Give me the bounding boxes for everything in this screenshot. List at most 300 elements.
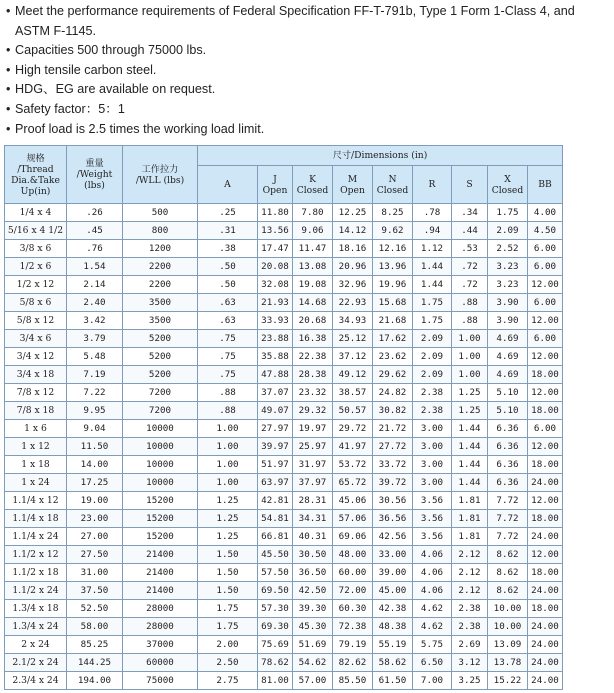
value-cell: .72 (452, 258, 488, 276)
feature-bullet: • Proof load is 2.5 times the working load limit. (6, 120, 610, 140)
value-cell: 3.90 (488, 312, 528, 330)
size-cell: 5/8 x 12 (5, 312, 67, 330)
value-cell: 9.06 (293, 222, 333, 240)
value-cell: 13.96 (373, 258, 413, 276)
value-cell: 58.00 (67, 618, 123, 636)
value-cell: 1200 (123, 240, 198, 258)
value-cell: 1.44 (452, 474, 488, 492)
value-cell: 3.25 (452, 672, 488, 690)
value-cell: 5200 (123, 366, 198, 384)
value-cell: 2.09 (413, 348, 452, 366)
dimensions-header: 尺寸/Dimensions (in) (198, 146, 563, 166)
value-cell: 18.00 (528, 600, 563, 618)
value-cell: 2.38 (413, 402, 452, 420)
value-cell: 36.56 (373, 510, 413, 528)
value-cell: 1.00 (198, 420, 258, 438)
value-cell: 23.88 (258, 330, 293, 348)
value-cell: 1.75 (198, 600, 258, 618)
size-cell: 1/2 x 12 (5, 276, 67, 294)
value-cell: 22.38 (293, 348, 333, 366)
value-cell: .88 (452, 294, 488, 312)
value-cell: 10000 (123, 474, 198, 492)
value-cell: 12.25 (333, 204, 373, 222)
value-cell: .34 (452, 204, 488, 222)
value-cell: .50 (198, 258, 258, 276)
value-cell: 24.00 (528, 618, 563, 636)
value-cell: 12.00 (528, 384, 563, 402)
value-cell: 4.06 (413, 546, 452, 564)
value-cell: 29.62 (373, 366, 413, 384)
size-cell: 1 x 18 (5, 456, 67, 474)
value-cell: 194.00 (67, 672, 123, 690)
value-cell: 13.56 (258, 222, 293, 240)
value-cell: 33.93 (258, 312, 293, 330)
value-cell: 30.50 (293, 546, 333, 564)
value-cell: 61.50 (373, 672, 413, 690)
value-cell: 52.50 (67, 600, 123, 618)
value-cell: 4.00 (528, 204, 563, 222)
value-cell: 2.09 (413, 366, 452, 384)
table-row (5, 294, 563, 312)
value-cell: 4.50 (528, 222, 563, 240)
value-cell: 81.00 (258, 672, 293, 690)
value-cell: 1.81 (452, 528, 488, 546)
table-row (5, 366, 563, 384)
value-cell: 34.31 (293, 510, 333, 528)
value-cell: 22.93 (333, 294, 373, 312)
size-cell: 1 x 12 (5, 438, 67, 456)
value-cell: 7.80 (293, 204, 333, 222)
value-cell: 51.69 (293, 636, 333, 654)
value-cell: .50 (198, 276, 258, 294)
value-cell: 39.72 (373, 474, 413, 492)
value-cell: 7.72 (488, 492, 528, 510)
value-cell: 2.00 (198, 636, 258, 654)
value-cell: 79.19 (333, 636, 373, 654)
value-cell: 21400 (123, 564, 198, 582)
size-cell: 7/8 x 12 (5, 384, 67, 402)
value-cell: 1.75 (488, 204, 528, 222)
value-cell: 12.00 (528, 438, 563, 456)
value-cell: 31.97 (293, 456, 333, 474)
col-header-dim (528, 166, 563, 204)
header-text: /WLL (lbs) (135, 174, 185, 186)
value-cell: 21.93 (258, 294, 293, 312)
size-cell: 3/8 x 6 (5, 240, 67, 258)
value-cell: 4.69 (488, 330, 528, 348)
value-cell: 25.97 (293, 438, 333, 456)
value-cell: 82.62 (333, 654, 373, 672)
header-text: Closed (491, 184, 524, 196)
value-cell: 42.81 (258, 492, 293, 510)
value-cell: 6.00 (528, 420, 563, 438)
value-cell: 24.00 (528, 654, 563, 672)
value-cell: 3.00 (413, 420, 452, 438)
table-row (5, 330, 563, 348)
value-cell: 2.40 (67, 294, 123, 312)
value-cell: 33.00 (373, 546, 413, 564)
value-cell: 39.00 (373, 564, 413, 582)
value-cell: 6.00 (528, 240, 563, 258)
value-cell: 10.00 (488, 618, 528, 636)
value-cell: 7200 (123, 402, 198, 420)
size-cell: 3/4 x 18 (5, 366, 67, 384)
value-cell: 60000 (123, 654, 198, 672)
value-cell: 2.75 (198, 672, 258, 690)
value-cell: 15.68 (373, 294, 413, 312)
value-cell: 1.75 (198, 618, 258, 636)
value-cell: 37.97 (293, 474, 333, 492)
value-cell: 37.07 (258, 384, 293, 402)
value-cell: 14.00 (67, 456, 123, 474)
header-text: X (504, 173, 511, 185)
value-cell: 1.44 (452, 438, 488, 456)
size-cell: 1.1/4 x 18 (5, 510, 67, 528)
size-cell: 1/2 x 6 (5, 258, 67, 276)
value-cell: 16.38 (293, 330, 333, 348)
value-cell: 37000 (123, 636, 198, 654)
value-cell: 2.52 (488, 240, 528, 258)
table-row (5, 528, 563, 546)
value-cell: 7.72 (488, 528, 528, 546)
value-cell: 2.09 (413, 330, 452, 348)
value-cell: 1.44 (413, 276, 452, 294)
value-cell: 21.72 (373, 420, 413, 438)
table-row (5, 438, 563, 456)
value-cell: 9.62 (373, 222, 413, 240)
value-cell: 12.00 (528, 492, 563, 510)
value-cell: 48.00 (333, 546, 373, 564)
value-cell: 1.44 (413, 258, 452, 276)
value-cell: 27.50 (67, 546, 123, 564)
value-cell: 58.62 (373, 654, 413, 672)
header-row (5, 146, 563, 166)
size-cell: 1.1/2 x 24 (5, 582, 67, 600)
value-cell: 17.62 (373, 330, 413, 348)
value-cell: 2200 (123, 258, 198, 276)
header-text: Up(in) (20, 185, 51, 197)
value-cell: 2.09 (488, 222, 528, 240)
col-header-weight (67, 146, 123, 204)
value-cell: 21.68 (373, 312, 413, 330)
value-cell: 13.08 (293, 258, 333, 276)
size-cell: 2.3/4 x 24 (5, 672, 67, 690)
value-cell: 5.10 (488, 402, 528, 420)
feature-bullet: • Safety factor：5：1 (6, 100, 610, 120)
value-cell: 3.00 (413, 438, 452, 456)
value-cell: 55.19 (373, 636, 413, 654)
table-row (5, 258, 563, 276)
value-cell: 2.14 (67, 276, 123, 294)
value-cell: 3.23 (488, 276, 528, 294)
value-cell: 31.00 (67, 564, 123, 582)
value-cell: 24.00 (528, 672, 563, 690)
table-row (5, 510, 563, 528)
value-cell: 1.54 (67, 258, 123, 276)
value-cell: 1.00 (198, 474, 258, 492)
table-row (5, 492, 563, 510)
value-cell: 3500 (123, 312, 198, 330)
value-cell: 6.36 (488, 474, 528, 492)
value-cell: 6.36 (488, 420, 528, 438)
value-cell: 29.72 (333, 420, 373, 438)
value-cell: .45 (67, 222, 123, 240)
value-cell: 18.00 (528, 564, 563, 582)
value-cell: 69.50 (258, 582, 293, 600)
value-cell: 63.97 (258, 474, 293, 492)
value-cell: 20.08 (258, 258, 293, 276)
value-cell: 27.72 (373, 438, 413, 456)
size-cell: 1/4 x 4 (5, 204, 67, 222)
value-cell: 29.32 (293, 402, 333, 420)
table-row (5, 312, 563, 330)
col-header-size (5, 146, 67, 204)
value-cell: .88 (198, 384, 258, 402)
value-cell: 1.81 (452, 510, 488, 528)
value-cell: 19.00 (67, 492, 123, 510)
value-cell: 2.38 (452, 618, 488, 636)
value-cell: 1.50 (198, 582, 258, 600)
value-cell: 60.30 (333, 600, 373, 618)
value-cell: 49.12 (333, 366, 373, 384)
value-cell: 2.12 (452, 564, 488, 582)
value-cell: 4.06 (413, 582, 452, 600)
value-cell: 1.50 (198, 546, 258, 564)
value-cell: 8.62 (488, 564, 528, 582)
value-cell: 20.68 (293, 312, 333, 330)
value-cell: 54.62 (293, 654, 333, 672)
value-cell: 11.80 (258, 204, 293, 222)
value-cell: 13.09 (488, 636, 528, 654)
header-text: M (347, 173, 358, 185)
size-cell: 1.1/4 x 12 (5, 492, 67, 510)
value-cell: 7.72 (488, 510, 528, 528)
value-cell: 2200 (123, 276, 198, 294)
value-cell: 37.50 (67, 582, 123, 600)
col-header-dim (488, 166, 528, 204)
table-row (5, 672, 563, 690)
value-cell: 57.06 (333, 510, 373, 528)
value-cell: 3.00 (413, 474, 452, 492)
value-cell: 11.47 (293, 240, 333, 258)
value-cell: 1.25 (452, 384, 488, 402)
value-cell: 1.00 (198, 456, 258, 474)
value-cell: 33.72 (373, 456, 413, 474)
value-cell: .88 (452, 312, 488, 330)
col-header-dim (258, 166, 293, 204)
value-cell: .76 (67, 240, 123, 258)
value-cell: 57.00 (293, 672, 333, 690)
value-cell: 1.00 (198, 438, 258, 456)
value-cell: 57.30 (258, 600, 293, 618)
size-cell: 1.1/2 x 18 (5, 564, 67, 582)
value-cell: 65.72 (333, 474, 373, 492)
table-row (5, 384, 563, 402)
value-cell: 30.56 (373, 492, 413, 510)
table-row (5, 348, 563, 366)
value-cell: 2.38 (452, 600, 488, 618)
value-cell: .63 (198, 312, 258, 330)
value-cell: 1.25 (198, 492, 258, 510)
value-cell: 15200 (123, 492, 198, 510)
value-cell: 19.08 (293, 276, 333, 294)
value-cell: 28.38 (293, 366, 333, 384)
value-cell: 18.00 (528, 510, 563, 528)
size-cell: 7/8 x 18 (5, 402, 67, 420)
value-cell: 12.00 (528, 312, 563, 330)
value-cell: 2.12 (452, 582, 488, 600)
value-cell: 6.36 (488, 438, 528, 456)
value-cell: 1.44 (452, 420, 488, 438)
value-cell: 500 (123, 204, 198, 222)
value-cell: .31 (198, 222, 258, 240)
col-header-dim (293, 166, 333, 204)
header-text: N (388, 173, 397, 185)
value-cell: 11.50 (67, 438, 123, 456)
value-cell: 75.69 (258, 636, 293, 654)
value-cell: 12.00 (528, 546, 563, 564)
value-cell: 7.19 (67, 366, 123, 384)
value-cell: 45.30 (293, 618, 333, 636)
value-cell: 15.22 (488, 672, 528, 690)
value-cell: .75 (198, 330, 258, 348)
value-cell: 53.72 (333, 456, 373, 474)
value-cell: 69.06 (333, 528, 373, 546)
value-cell: 800 (123, 222, 198, 240)
value-cell: 60.00 (333, 564, 373, 582)
value-cell: 1.50 (198, 564, 258, 582)
col-header-dim (452, 166, 488, 204)
value-cell: 1.25 (198, 510, 258, 528)
value-cell: 5.75 (413, 636, 452, 654)
value-cell: 32.96 (333, 276, 373, 294)
value-cell: 18.00 (528, 456, 563, 474)
value-cell: 12.16 (373, 240, 413, 258)
table-row (5, 276, 563, 294)
value-cell: 36.50 (293, 564, 333, 582)
value-cell: 34.93 (333, 312, 373, 330)
header-text: 重量 (85, 158, 104, 169)
value-cell: .26 (67, 204, 123, 222)
value-cell: 18.00 (528, 366, 563, 384)
value-cell: 1.44 (452, 456, 488, 474)
value-cell: 7200 (123, 384, 198, 402)
value-cell: .38 (198, 240, 258, 258)
value-cell: 19.96 (373, 276, 413, 294)
value-cell: 39.30 (293, 600, 333, 618)
value-cell: 20.96 (333, 258, 373, 276)
value-cell: 48.38 (373, 618, 413, 636)
value-cell: 9.04 (67, 420, 123, 438)
value-cell: 144.25 (67, 654, 123, 672)
size-cell: 3/4 x 6 (5, 330, 67, 348)
value-cell: 17.47 (258, 240, 293, 258)
value-cell: 7.22 (67, 384, 123, 402)
value-cell: 39.97 (258, 438, 293, 456)
value-cell: 2.50 (198, 654, 258, 672)
value-cell: 17.25 (67, 474, 123, 492)
table-row (5, 564, 563, 582)
value-cell: 13.78 (488, 654, 528, 672)
value-cell: 1.75 (413, 312, 452, 330)
value-cell: 18.00 (528, 402, 563, 420)
value-cell: 45.00 (373, 582, 413, 600)
value-cell: 19.97 (293, 420, 333, 438)
value-cell: 1.00 (452, 330, 488, 348)
value-cell: 14.12 (333, 222, 373, 240)
value-cell: 24.00 (528, 636, 563, 654)
value-cell: 1.00 (452, 348, 488, 366)
value-cell: 72.00 (333, 582, 373, 600)
value-cell: 42.38 (373, 600, 413, 618)
value-cell: 24.00 (528, 474, 563, 492)
value-cell: 10000 (123, 456, 198, 474)
value-cell: .53 (452, 240, 488, 258)
size-cell: 5/16 x 4 1/2 (5, 222, 67, 240)
value-cell: 5200 (123, 330, 198, 348)
header-text: 工作拉力 (141, 163, 179, 175)
table-row (5, 582, 563, 600)
value-cell: .75 (198, 348, 258, 366)
value-cell: 35.88 (258, 348, 293, 366)
value-cell: 23.62 (373, 348, 413, 366)
value-cell: .25 (198, 204, 258, 222)
value-cell: 50.57 (333, 402, 373, 420)
header-text: A (224, 179, 231, 190)
value-cell: 37.12 (333, 348, 373, 366)
value-cell: 28.31 (293, 492, 333, 510)
table-row (5, 204, 563, 222)
table-row (5, 618, 563, 636)
value-cell: 24.00 (528, 528, 563, 546)
value-cell: .94 (413, 222, 452, 240)
value-cell: .72 (452, 276, 488, 294)
header-text: S (466, 179, 473, 190)
header-text: 规格 (26, 152, 45, 164)
col-header-dim (198, 166, 258, 204)
feature-bullet: • High tensile carbon steel. (6, 61, 610, 81)
feature-bullet: • HDG、EG are available on request. (6, 80, 610, 100)
value-cell: 27.00 (67, 528, 123, 546)
header-text: /Weight (76, 169, 113, 180)
value-cell: 78.62 (258, 654, 293, 672)
value-cell: 27.97 (258, 420, 293, 438)
value-cell: 8.62 (488, 582, 528, 600)
value-cell: 4.62 (413, 618, 452, 636)
value-cell: 1.12 (413, 240, 452, 258)
value-cell: 45.50 (258, 546, 293, 564)
size-cell: 3/4 x 12 (5, 348, 67, 366)
value-cell: .75 (198, 366, 258, 384)
value-cell: 23.32 (293, 384, 333, 402)
value-cell: 6.00 (528, 294, 563, 312)
value-cell: 40.31 (293, 528, 333, 546)
value-cell: 32.08 (258, 276, 293, 294)
table-row (5, 600, 563, 618)
header-text: Dia.&Take (11, 174, 60, 186)
value-cell: 23.00 (67, 510, 123, 528)
value-cell: 24.00 (528, 582, 563, 600)
size-cell: 1.1/2 x 12 (5, 546, 67, 564)
value-cell: 3.79 (67, 330, 123, 348)
table-row (5, 546, 563, 564)
value-cell: 3500 (123, 294, 198, 312)
value-cell: 5.10 (488, 384, 528, 402)
value-cell: 42.56 (373, 528, 413, 546)
value-cell: 28000 (123, 618, 198, 636)
value-cell: 8.25 (373, 204, 413, 222)
value-cell: 8.62 (488, 546, 528, 564)
